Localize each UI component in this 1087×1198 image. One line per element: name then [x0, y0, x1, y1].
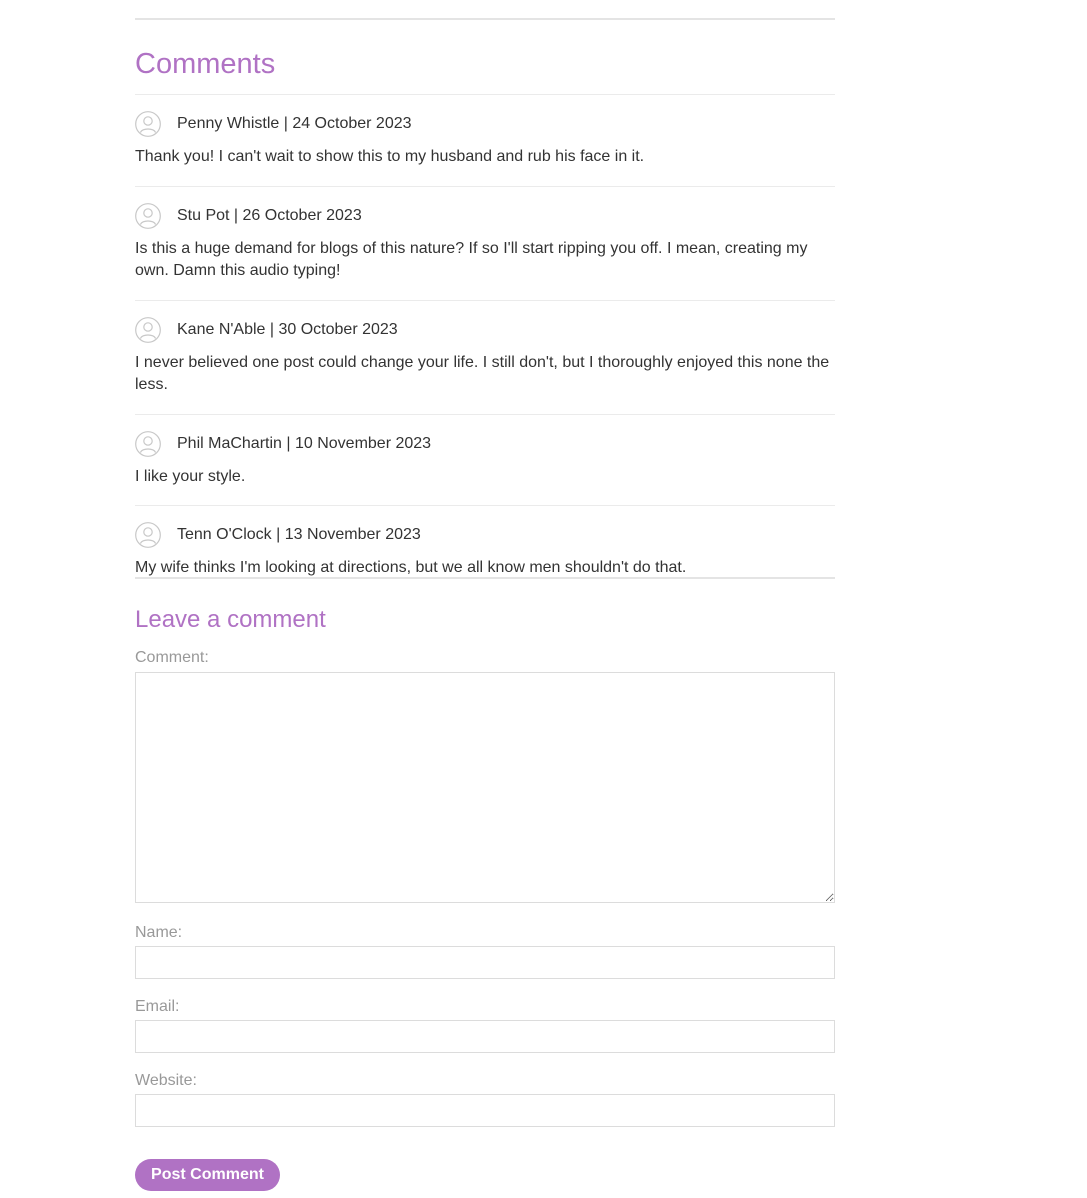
- email-input[interactable]: [135, 1020, 835, 1053]
- post-comment-button[interactable]: Post Comment: [135, 1159, 280, 1191]
- comments-heading: Comments: [135, 48, 276, 80]
- comment-header: [135, 110, 835, 138]
- comment-meta: Penny Whistle | 24 October 2023: [177, 115, 412, 132]
- comment-item: [135, 94, 835, 186]
- user-avatar-icon: [135, 203, 161, 229]
- comment-header: [135, 202, 835, 230]
- name-label: Name:: [135, 924, 183, 941]
- user-avatar-icon: [135, 317, 161, 343]
- name-input[interactable]: [135, 946, 835, 979]
- comment-label: Comment:: [135, 649, 209, 666]
- comment-meta: Phil MaChartin | 10 November 2023: [177, 434, 432, 452]
- comment-item: [135, 300, 835, 414]
- comment-header: [135, 521, 835, 549]
- comment-text: Thank you! I can't wait to show this to my husband and rub his face in it.: [135, 148, 645, 165]
- section-divider-bottom: [135, 577, 835, 579]
- comment-meta: Kane N'Able | 30 October 2023: [177, 320, 398, 338]
- section-divider-top: [135, 18, 835, 20]
- comment-item: [135, 505, 835, 597]
- website-label: Website:: [135, 1072, 197, 1089]
- user-avatar-icon: [135, 522, 161, 548]
- comment-text: My wife thinks I'm looking at directions, but we all know men shouldn't do that.: [135, 559, 687, 576]
- user-avatar-icon: [135, 431, 161, 457]
- comment-list: [135, 94, 835, 597]
- leave-comment-heading: Leave a comment: [135, 606, 326, 633]
- comment-meta: Stu Pot | 26 October 2023: [177, 206, 362, 224]
- user-avatar-icon: [135, 111, 161, 137]
- website-input[interactable]: [135, 1094, 835, 1127]
- comment-header: [135, 430, 835, 458]
- comment-text: Is this a huge demand for blogs of this nature? If so I'll start ripping you off. I mean, creating my own. Damn this audio typing!: [135, 239, 808, 279]
- comment-item: [135, 186, 835, 300]
- comment-header: [135, 316, 835, 344]
- comment-text: I never believed one post could change your life. I still don't, but I thoroughly enjoyed this none the less.: [135, 353, 830, 393]
- comment-item: [135, 414, 835, 506]
- comment-textarea[interactable]: [135, 672, 835, 903]
- comment-text: I like your style.: [135, 467, 246, 485]
- comment-meta: Tenn O'Clock | 13 November 2023: [177, 526, 421, 543]
- email-label: Email:: [135, 998, 180, 1015]
